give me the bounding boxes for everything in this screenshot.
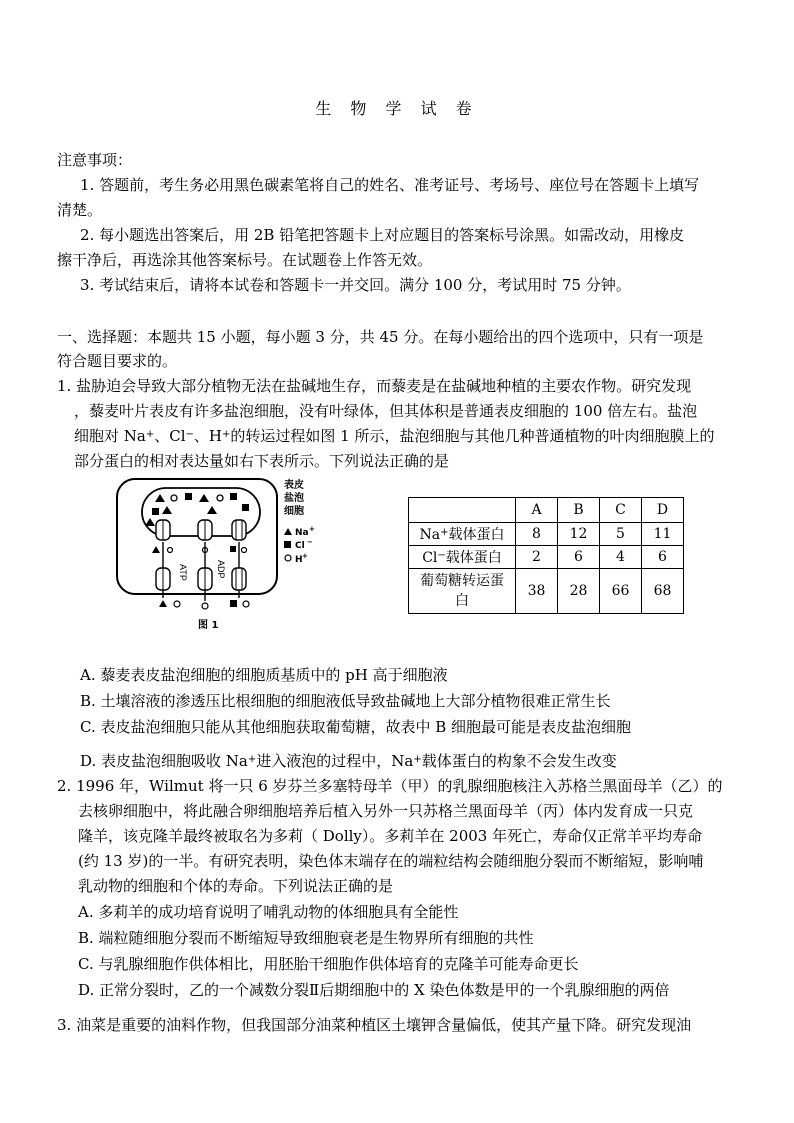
svg-text:+: +	[309, 525, 315, 533]
legend-na: Na	[295, 528, 309, 538]
svg-text:−: −	[307, 538, 313, 546]
table-cell: 11	[642, 523, 684, 546]
q2-option-b: B. 端粒随细胞分裂而不断缩短导致细胞衰老是生物界所有细胞的共性	[78, 929, 534, 947]
q1-option-b: B. 土壤溶液的渗透压比根细胞的细胞液低导致盐碱地上大部分植物很难正常生长	[80, 692, 611, 710]
q3-stem-line1: 3. 油菜是重要的油料作物，但我国部分油菜种植区土壤钾含量偏低，使其产量下降。研究发现油	[57, 1016, 692, 1034]
q2-option-d: D. 正常分裂时，乙的一个减数分裂Ⅱ后期细胞中的 X 染色体数是甲的一个乳腺细胞的两倍	[78, 981, 670, 999]
fig-label-cell: 细胞	[284, 506, 304, 517]
table-cell: 6	[558, 546, 600, 569]
table-header-row	[409, 498, 684, 523]
adp-label: ADP	[216, 560, 226, 579]
notice-heading: 注意事项：	[57, 151, 133, 169]
table-cell: 6	[642, 546, 684, 569]
legend-triangle-icon	[284, 528, 292, 535]
notice-item-2-cont: 擦干净后，再选涂其他答案标号。在试题卷上作答无效。	[57, 251, 433, 269]
salt-bladder-diagram	[112, 476, 322, 638]
table-cell: 4	[600, 546, 642, 569]
svg-text:+: +	[302, 552, 308, 560]
legend-h: H	[295, 555, 303, 565]
figure-caption: 图 1	[198, 620, 219, 631]
q1-stem-line4: 部分蛋白的相对表达量如右下表所示。下列说法正确的是	[74, 452, 450, 470]
protein-expression-table	[408, 497, 684, 614]
legend-circle-icon	[285, 555, 291, 561]
table-cell: 38	[516, 569, 558, 614]
table-row	[409, 523, 684, 546]
row-label: 葡萄糖转运蛋 白	[409, 569, 516, 614]
q1-option-a: A. 藜麦表皮盐泡细胞的细胞质基质中的 pH 高于细胞液	[80, 666, 448, 684]
table-cell: 28	[558, 569, 600, 614]
table-header-cell: B	[558, 498, 600, 523]
table-row	[409, 546, 684, 569]
legend-square-icon	[284, 541, 291, 548]
q2-stem-line2: 去核卵细胞中，将此融合卵细胞培养后植入另外一只苏格兰黑面母羊（丙）体内发育成一只克	[78, 802, 694, 820]
row-label: Cl−载体蛋白	[409, 546, 516, 569]
notice-item-2: 2. 每小题选出答案后，用 2B 铅笔把答题卡上对应题目的答案标号涂黑。如需改动，用橡皮	[80, 226, 685, 244]
table-cell: 5	[600, 523, 642, 546]
q2-option-a: A. 多莉羊的成功培育说明了哺乳动物的体细胞具有全能性	[78, 903, 459, 921]
q2-stem-line4: (约 13 岁)的一半。有研究表明，染色体末端存在的端粒结构会随细胞分裂而不断缩短，影响哺	[78, 852, 704, 870]
table-cell: 68	[642, 569, 684, 614]
q1-option-c: C. 表皮盐泡细胞只能从其他细胞获取葡萄糖，故表中 B 细胞最可能是表皮盐泡细胞	[80, 718, 632, 736]
section-heading: 一、选择题：本题共 15 小题，每小题 3 分，共 45 分。在每小题给出的四个选项中，只有一项是	[57, 328, 704, 346]
fig-label-epidermis: 表皮	[284, 480, 304, 491]
q1-option-d: D. 表皮盐泡细胞吸收 Na+进入液泡的过程中，Na+载体蛋白的构象不会发生改变	[80, 752, 617, 770]
q2-stem-line1: 2. 1996 年，Wilmut 将一只 6 岁芬兰多塞特母羊（甲）的乳腺细胞核注入苏格兰黑面母羊（乙）的	[57, 777, 723, 795]
table-header-cell: C	[600, 498, 642, 523]
table-cell: 12	[558, 523, 600, 546]
notice-item-3: 3. 考试结束后，请将本试卷和答题卡一并交回。满分 100 分，考试用时 75 分钟。	[80, 276, 631, 294]
notice-item-1-cont: 清楚。	[57, 201, 103, 219]
q1-stem-line3: 细胞对 Na+、Cl−、H+的转运过程如图 1 所示，盐泡细胞与其他几种普通植物的叶肉细胞膜上的	[74, 427, 715, 445]
notice-item-1: 1. 答题前，考生务必用黑色碳素笔将自己的姓名、准考证号、考场号、座位号在答题卡上填写	[80, 176, 700, 194]
table-cell: 8	[516, 523, 558, 546]
row-label: Na+载体蛋白	[409, 523, 516, 546]
table-cell: 2	[516, 546, 558, 569]
q2-option-c: C. 与乳腺细胞作供体相比，用胚胎干细胞作供体培育的克隆羊可能寿命更长	[78, 955, 579, 973]
q2-stem-line5: 乳动物的细胞和个体的寿命。下列说法正确的是	[78, 877, 394, 895]
section-heading-cont: 符合题目要求的。	[57, 352, 178, 370]
table-header-cell: D	[642, 498, 684, 523]
table-row	[409, 569, 684, 614]
atp-label: ATP	[178, 564, 188, 581]
q1-stem-line2: ，藜麦叶片表皮有许多盐泡细胞，没有叶绿体，但其体积是普通表皮细胞的 100 倍左右。盐泡	[74, 402, 698, 420]
q1-stem-line1: 1. 盐胁迫会导致大部分植物无法在盐碱地生存，而藜麦是在盐碱地种植的主要农作物。研究发现	[57, 377, 692, 395]
table-cell: 66	[600, 569, 642, 614]
table-header-cell: A	[516, 498, 558, 523]
legend-cl: Cl	[295, 541, 305, 551]
fig-label-bladder: 盐泡	[284, 493, 304, 504]
page-title: 生 物 学 试 卷	[315, 99, 479, 118]
figure-salt-bladder-cell	[112, 476, 322, 638]
q2-stem-line3: 隆羊，该克隆羊最终被取名为多莉（ Dolly）。多莉羊在 2003 年死亡，寿命仅正常羊平均寿命	[78, 827, 703, 845]
